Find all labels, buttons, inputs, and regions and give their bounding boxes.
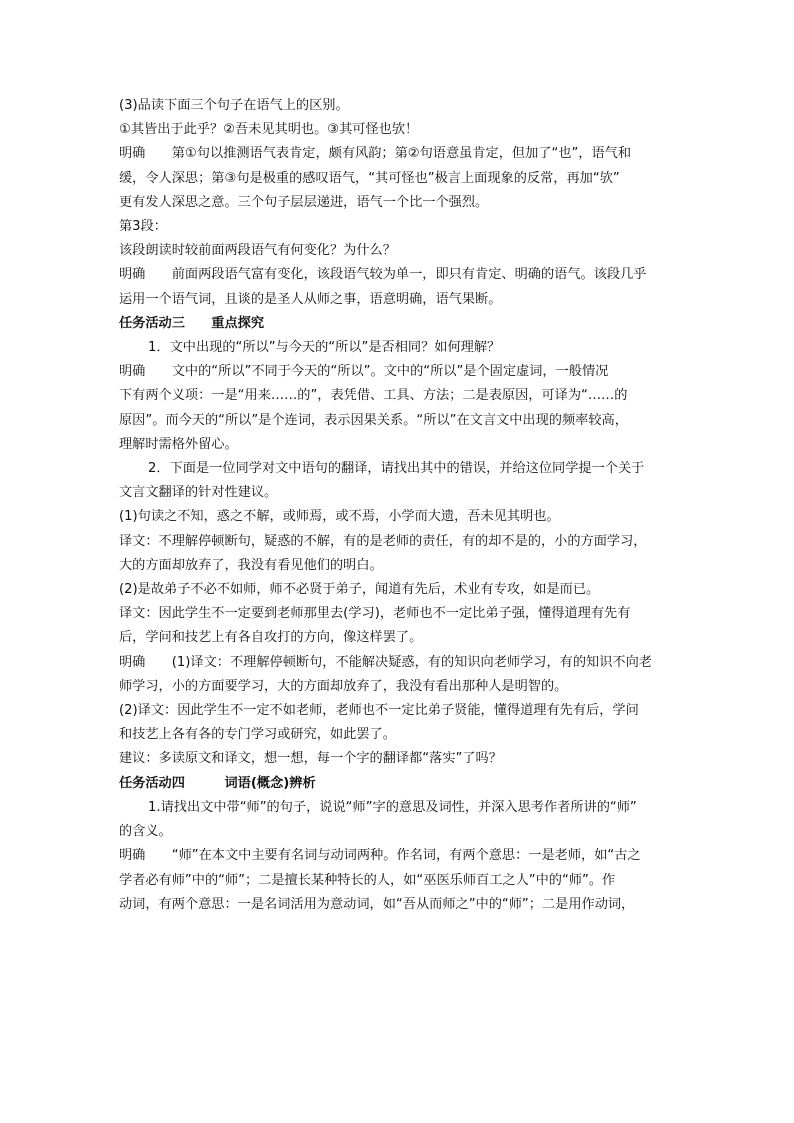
section-heading: 任务活动四 词语(概念)辨析 xyxy=(119,775,316,791)
question-line: 2．下面是一位同学对文中语句的翻译，请找出其中的错误，并给这位同学提一个关于 xyxy=(148,461,645,477)
text-line: 理解时需格外留心。 xyxy=(119,436,238,452)
text-line: 师学习，小的方面要学习，大的方面却放弃了，我没有看出那种人是明智的。 xyxy=(119,678,568,694)
text-line: 译文：因此学生不一定要到老师那里去(学习)，老师也不一定比弟子强，懂得道理有先有 xyxy=(119,606,631,622)
text-line: ①其皆出于此乎？②吾未见其明也。③其可怪也欤！ xyxy=(119,122,419,138)
text-line: 原因”。而今天的“所以”是个连词，表示因果关系。“所以”在文言文中出现的频率较高， xyxy=(119,412,628,428)
section-heading: 任务活动三 重点探究 xyxy=(119,315,265,331)
text-line: 建议：多读原文和译文，想一想，每一个字的翻译都“落实”了吗？ xyxy=(119,751,502,767)
text-line: (2)是故弟子不必不如师，师不必贤于弟子，闻道有先后，术业有专攻，如是而已。 xyxy=(119,582,600,598)
text-line: 译文：不理解停顿断句，疑惑的不解，有的是老师的责任，有的却不是的，小的方面学习， xyxy=(119,533,647,549)
text-line: (3)品读下面三个句子在语气上的区别。 xyxy=(119,98,349,113)
text-line: 明确 (1)译文：不理解停顿断句，不能解决疑惑，有的知识向老师学习，有的知识不向老 xyxy=(119,654,652,670)
text-line: 明确 前面两段语气富有变化，该段语气较为单一，即只有肯定、明确的语气。该段几乎 xyxy=(119,267,647,283)
text-line: 缓，令人深思；第③句是极重的感叹语气，“其可怪也”极言上面现象的反常，再加“欤” xyxy=(119,170,620,186)
text-line: 的含义。 xyxy=(119,824,172,840)
text-line: (1)句读之不知，惑之不解，或师焉，或不焉，小学而大遗，吾未见其明也。 xyxy=(119,509,560,525)
text-line: 明确 文中的“所以”不同于今天的“所以”。文中的“所以”是个固定虚词，一般情况 xyxy=(119,364,609,380)
text-line: 和技艺上各有各的专门学习或研究，如此罢了。 xyxy=(119,727,396,743)
text-line: 动词，有两个意思：一是名词活用为意动词，如“吾从而师之”中的“师”；二是用作动词， xyxy=(119,896,635,912)
text-line: 运用一个语气词，且谈的是圣人从师之事，语意明确，语气果断。 xyxy=(119,291,502,307)
question-line: 1．文中出现的“所以”与今天的“所以”是否相同？如何理解？ xyxy=(148,340,501,356)
text-line: 学者必有师”中的“师”；二是擅长某种特长的人，如“巫医乐师百工之人”中的“师”。作 xyxy=(119,872,616,888)
question-line: 1.请找出文中带“师”的句子，说说“师”字的意思及词性，并深入思考作者所讲的“师” xyxy=(148,799,637,815)
text-line: (2)译文：因此学生不一定不如老师，老师也不一定比弟子贤能，懂得道理有先有后，学问 xyxy=(119,703,639,719)
text-line: 下有两个义项：一是“用来……的”，表凭借、工具、方法；二是表原因，可译为“……的 xyxy=(119,388,628,404)
text-line: 第3段： xyxy=(119,219,167,235)
text-line: 明确 第①句以推测语气表肯定，颇有风韵；第②句语意虽肯定，但加了“也”，语气和 xyxy=(119,146,632,162)
text-line: 文言文翻译的针对性建议。 xyxy=(119,485,278,501)
text-line: 更有发人深思之意。三个句子层层递进，语气一个比一个强烈。 xyxy=(119,194,489,210)
text-line: 后，学问和技艺上有各自攻打的方向，像这样罢了。 xyxy=(119,630,423,646)
text-line: 该段朗读时较前面两段语气有何变化？为什么？ xyxy=(119,243,396,259)
text-line: 大的方面却放弃了，我没有看见他们的明白。 xyxy=(119,557,383,573)
text-line: 明确 “师”在本文中主要有名词与动词两种。作名词，有两个意思：一是老师，如“古之 xyxy=(119,848,641,864)
